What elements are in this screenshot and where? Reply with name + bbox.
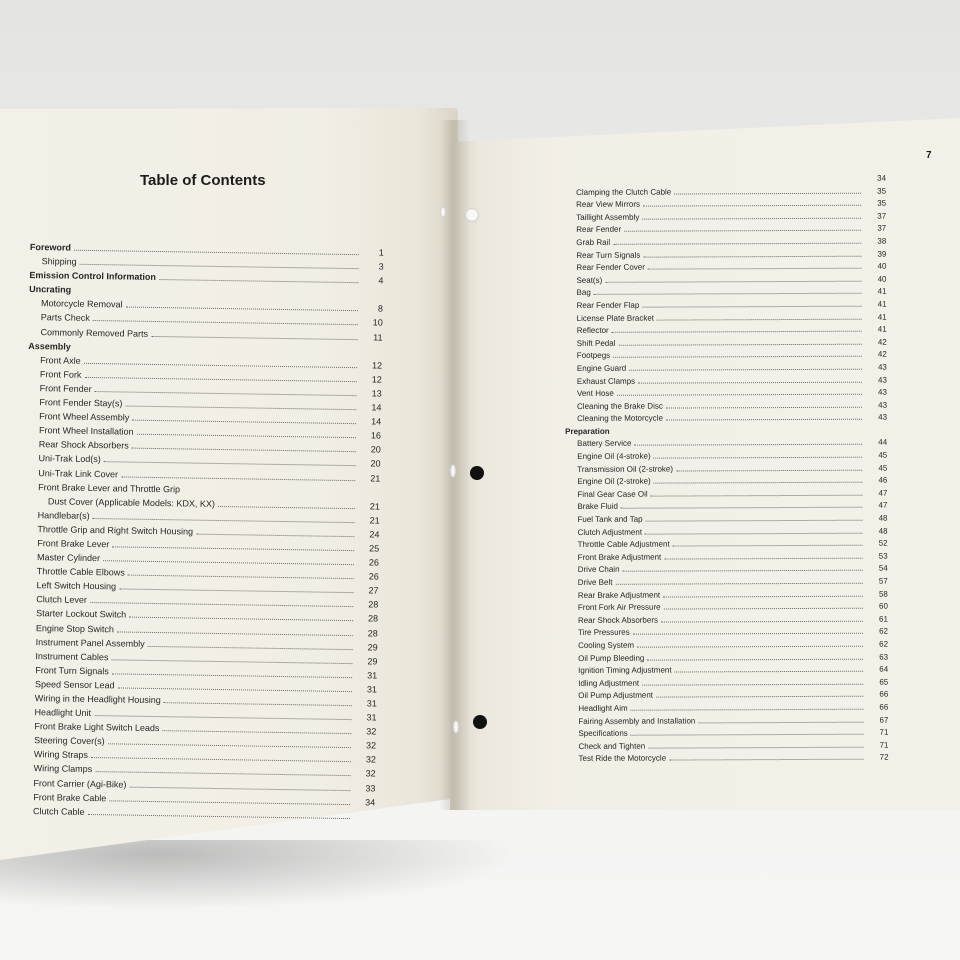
toc-entry-label: Clutch Lever [36, 594, 87, 606]
toc-entry-label: Dust Cover (Applicable Models: KDX, KX) [47, 496, 216, 509]
toc-entry-label: Front Fender [39, 383, 92, 394]
toc-dot-leader [638, 374, 862, 383]
toc-entry-page: 40 [877, 261, 887, 271]
toc-entry-page: 66 [879, 702, 889, 712]
toc-entry-label: Front Fender Stay(s) [39, 397, 123, 409]
toc-dot-leader [196, 527, 355, 537]
toc-entry-label: Exhaust Clamps [576, 376, 636, 386]
toc-entry-label: Rear Brake Adjustment [577, 590, 661, 600]
toc-entry-page: 62 [879, 639, 889, 649]
page-number: 7 [926, 150, 932, 161]
binder-hole-bottom [473, 715, 487, 729]
toc-entry-label: Uni-Trak Link Cover [38, 467, 119, 479]
toc-entry-page: 37 [877, 211, 887, 221]
toc-dot-leader [218, 499, 355, 509]
toc-dot-leader [673, 538, 863, 547]
toc-entry-page: 12 [371, 374, 382, 385]
toc-dot-leader [643, 198, 861, 207]
toc-dot-leader [80, 257, 359, 269]
toc-entry-label: Vent Hose [576, 388, 614, 399]
toc-dot-leader [642, 210, 861, 219]
toc-entry-label: Transmission Oil (2-stroke) [577, 464, 674, 474]
toc-entry-page: 47 [878, 488, 888, 498]
toc-dot-leader [631, 702, 864, 711]
toc-entry-label: Footpegs [576, 351, 611, 361]
toc-entry-page: 34 [877, 173, 887, 183]
toc-entry-page: 21 [369, 515, 380, 526]
toc-dot-leader [93, 511, 355, 523]
toc-dot-leader [148, 639, 353, 650]
toc-entry-page: 43 [877, 375, 887, 385]
toc-entry-label: Tire Pressures [577, 628, 630, 638]
toc-entry-page: 48 [878, 526, 888, 536]
toc-dot-leader [654, 475, 863, 484]
toc-entry-label: Wiring Clamps [33, 763, 93, 775]
toc-entry-page: 13 [371, 388, 382, 399]
toc-entry-label: License Plate Bracket [576, 313, 655, 323]
toc-dot-leader [648, 739, 863, 748]
toc-entry-page: 32 [365, 754, 376, 765]
toc-dot-leader [567, 174, 861, 182]
toc-entry-label: Shipping [41, 256, 77, 267]
toc-entry-page: 41 [877, 299, 887, 309]
toc-entry-page: 25 [369, 543, 380, 554]
toc-dot-leader [95, 384, 357, 396]
toc-entry-label: Assembly [28, 340, 71, 352]
toc-entry-label: Check and Tighten [578, 741, 646, 751]
toc-dot-leader [95, 765, 351, 777]
toc-dot-leader [594, 286, 862, 295]
toc-entry-page: 38 [877, 236, 887, 246]
toc-entry-page: 20 [370, 458, 381, 469]
toc-entry-page: 16 [370, 430, 382, 441]
toc-entry-label: Ignition Timing Adjustment [578, 665, 672, 676]
toc-entry-label: Preparation [565, 426, 610, 436]
toc-dot-leader [132, 441, 356, 453]
toc-entry-label: Front Brake Cable [33, 791, 107, 803]
toc-dot-leader [129, 779, 350, 790]
toc-dot-leader [121, 469, 355, 481]
toc-entry-label: Fairing Assembly and Installation [578, 715, 696, 726]
toc-entry-label: Test Ride the Motorcycle [578, 753, 667, 764]
toc-entry-page: 14 [371, 402, 382, 413]
toc-dot-leader [647, 651, 863, 660]
toc-entry-page: 43 [878, 387, 887, 397]
toc-dot-leader [129, 610, 353, 622]
toc-left-list [21, 240, 384, 823]
toc-entry-label: Throttle Grip and Right Switch Housing [37, 524, 194, 537]
toc-entry-page: 71 [879, 740, 889, 750]
toc-dot-leader [74, 342, 358, 353]
toc-entry-label: Cleaning the Brake Disc [576, 401, 663, 411]
toc-dot-leader [128, 568, 354, 580]
toc-dot-leader [666, 399, 862, 408]
toc-entry-page: 37 [877, 223, 887, 234]
toc-dot-leader [642, 299, 861, 308]
toc-entry-label: Uncrating [29, 284, 72, 295]
toc-entry-page: 64 [879, 664, 889, 674]
toc-dot-leader [654, 450, 863, 459]
toc-entry-page: 20 [370, 444, 381, 455]
toc-entry-label: Rear View Mirrors [576, 199, 641, 210]
toc-dot-leader [676, 462, 862, 471]
toc-entry-page: 66 [879, 689, 889, 699]
toc-entry-label: Steering Cover(s) [34, 735, 105, 747]
toc-entry-page: 29 [367, 641, 378, 653]
toc-entry-page: 29 [367, 656, 378, 667]
toc-dot-leader [664, 551, 862, 560]
toc-entry-label: Commonly Removed Parts [40, 326, 149, 339]
toc-entry-label: Left Switch Housing [36, 580, 117, 592]
toc-entry-label: Front Fork Air Pressure [577, 602, 661, 613]
toc-entry-page: 31 [366, 684, 378, 695]
toc-entry-label: Motorcycle Removal [40, 298, 123, 310]
toc-entry [567, 752, 889, 766]
toc-entry-page: 21 [369, 501, 380, 512]
toc-dot-leader [661, 613, 863, 622]
toc-entry-label: Engine Oil (2-stroke) [577, 476, 651, 487]
toc-dot-leader [103, 553, 354, 565]
toc-entry-label: Front Fork [39, 369, 82, 380]
toc-dot-leader [656, 689, 863, 698]
toc-entry-label: Handlebar(s) [37, 509, 90, 521]
toc-dot-leader [164, 695, 352, 706]
toc-entry-label: Oil Pump Adjustment [578, 690, 653, 701]
toc-entry-page: 45 [878, 463, 888, 473]
toc-dot-leader [624, 223, 861, 232]
toc-dot-leader [125, 399, 356, 411]
toc-entry-label: Rear Fender Cover [576, 262, 645, 273]
toc-entry-page: 63 [879, 652, 889, 662]
toc-entry-label: Parts Check [40, 312, 90, 324]
toc-entry-label: Throttle Cable Elbows [36, 566, 125, 578]
binder-hole-middle [470, 466, 484, 480]
toc-entry-label: Drive Belt [577, 577, 613, 587]
toc-dot-leader [633, 626, 863, 635]
toc-entry-page: 26 [368, 571, 379, 582]
toc-dot-leader [159, 272, 359, 283]
toc-entry-page: 67 [879, 715, 889, 725]
toc-entry-label: Taillight Assembly [576, 212, 640, 222]
toc-dot-leader [84, 356, 358, 368]
toc-dot-leader [666, 412, 862, 421]
toc-entry-label: Brake Fluid [577, 502, 618, 512]
toc-entry-label: Instrument Cables [35, 650, 109, 663]
toc-dot-leader [605, 273, 861, 282]
toc-entry-label: Rear Turn Signals [576, 250, 641, 260]
toc-dot-leader [664, 601, 863, 610]
toc-entry-label: Front Brake Light Switch Leads [34, 721, 160, 734]
toc-dot-leader [162, 723, 351, 734]
toc-entry-page: 28 [368, 599, 379, 610]
toc-entry-page: 65 [879, 677, 889, 687]
toc-entry-page: 1 [378, 247, 384, 258]
toc-dot-leader [84, 370, 357, 382]
toc-entry-label: Rear Shock Absorbers [38, 439, 129, 451]
toc-entry-label: Headlight Aim [578, 703, 628, 713]
toc-dot-leader [634, 437, 862, 446]
toc-entry-label: Rear Fender [576, 225, 622, 235]
toc-dot-leader [646, 513, 863, 522]
toc-entry-label: Front Axle [40, 354, 81, 366]
toc-entry-label: Seat(s) [576, 275, 603, 285]
toc-entry-label: Final Gear Case Oil [577, 489, 648, 499]
toc-dot-leader [617, 387, 862, 396]
toc-entry-label: Rear Fender Flap [576, 300, 640, 310]
toc-dot-leader [112, 666, 353, 678]
toc-entry-label: Oil Pump Bleeding [578, 653, 645, 663]
binder-hole-top [465, 208, 479, 222]
toc-entry-page: 35 [877, 198, 887, 208]
toc-entry-label: Front Brake Adjustment [577, 552, 662, 562]
toc-entry-page: 43 [878, 412, 888, 422]
toc-entry-page: 41 [877, 286, 887, 296]
toc-entry-label: Throttle Cable Adjustment [577, 539, 670, 550]
toc-entry-page: 3 [378, 261, 384, 272]
toc-dot-leader [674, 185, 861, 194]
toc-entry-label: Rear Shock Absorbers [577, 615, 659, 625]
toc-entry-page: 41 [877, 324, 887, 334]
toc-entry-label: Grab Rail [576, 237, 611, 247]
toc-dot-leader [642, 676, 863, 685]
desk-shadow [0, 840, 520, 910]
toc-entry-label: Reflector [576, 325, 609, 336]
toc-dot-leader [136, 427, 356, 438]
toc-entry-label: Cooling System [578, 640, 635, 650]
toc-entry-page: 32 [366, 740, 377, 751]
toc-entry-page: 41 [877, 312, 887, 322]
toc-dot-leader [637, 639, 863, 648]
toc-entry-label: Front Turn Signals [35, 664, 109, 677]
toc-entry-label: Front Brake Lever [37, 538, 110, 550]
toc-dot-leader [651, 488, 863, 497]
toc-dot-leader [613, 426, 863, 434]
toc-entry-page: 44 [878, 438, 888, 448]
toc-dot-leader [183, 485, 355, 495]
toc-entry-label: Instrument Panel Assembly [35, 636, 145, 649]
toc-entry-page: 11 [373, 331, 383, 343]
toc-entry-label: Speed Sensor Lead [34, 679, 115, 691]
toc-entry-label: Master Cylinder [36, 552, 101, 564]
toc-dot-leader [108, 737, 352, 749]
toc-entry-label: Cleaning the Motorcycle [577, 413, 663, 424]
toc-entry-page: 28 [367, 627, 378, 639]
toc-entry-page: 45 [878, 450, 888, 460]
toc-entry-label: Bag [576, 288, 591, 298]
toc-dot-leader [612, 324, 862, 333]
toc-entry-label: Idling Adjustment [578, 678, 640, 688]
toc-entry-label: Clutch Cable [32, 805, 85, 817]
toc-entry-page: 46 [878, 475, 888, 485]
toc-entry-label: Front Brake Lever and Throttle Grip [38, 481, 181, 494]
toc-dot-leader [109, 793, 350, 805]
toc-entry-page: 33 [365, 782, 376, 794]
toc-entry-label: Shift Pedal [576, 338, 616, 348]
left-binder-hole-middle [450, 464, 456, 478]
toc-entry-label: Drive Chain [577, 565, 620, 575]
toc-dot-leader [118, 680, 353, 692]
toc-dot-leader [631, 727, 864, 736]
toc-entry-label: Specifications [578, 728, 628, 739]
toc-entry-label: Front Carrier (Agi-Bike) [33, 777, 127, 790]
toc-dot-leader [117, 624, 353, 636]
toc-entry-page: 21 [370, 472, 381, 484]
toc-entry-page: 35 [877, 186, 887, 196]
toc-dot-leader [125, 300, 358, 312]
toc-dot-leader [663, 588, 863, 597]
toc-entry-page: 62 [879, 626, 889, 637]
toc-entry-page: 53 [878, 551, 888, 561]
toc-entry-label: Front Wheel Assembly [39, 411, 130, 423]
toc-entry-page: 48 [878, 513, 888, 523]
toc-entry-page: 10 [372, 317, 383, 329]
toc-dot-leader [629, 362, 862, 371]
toc-entry-label: Foreword [29, 241, 71, 253]
toc-entry-page: 42 [877, 337, 887, 347]
toc-dot-leader [93, 313, 358, 325]
page-title: Table of Contents [140, 172, 266, 189]
toc-right-list [564, 173, 889, 766]
toc-dot-leader [112, 539, 354, 551]
left-binder-hole-top [440, 206, 446, 218]
toc-dot-leader [94, 708, 352, 720]
toc-entry-label: Uni-Trak Lod(s) [38, 453, 101, 465]
toc-entry-label: Wiring in the Headlight Housing [34, 693, 161, 706]
toc-entry-page: 24 [369, 529, 380, 540]
toc-entry-page: 31 [366, 712, 377, 723]
toc-entry-page: 58 [878, 589, 888, 599]
toc-entry-label: Engine Oil (4-stroke) [577, 451, 651, 462]
toc-entry-page: 26 [368, 557, 380, 568]
toc-dot-leader [621, 500, 863, 509]
toc-entry-page: 40 [877, 274, 887, 284]
toc-entry-page: 39 [877, 249, 887, 259]
toc-entry-page: 4 [378, 275, 384, 286]
toc-dot-leader [74, 286, 358, 297]
toc-entry-label: Headlight Unit [34, 707, 92, 719]
toc-entry-page: 52 [878, 538, 888, 548]
toc-entry-page: 60 [878, 601, 888, 611]
toc-dot-leader [119, 582, 354, 594]
toc-entry-page: 61 [879, 614, 888, 624]
toc-entry-page: 43 [878, 400, 888, 410]
toc-dot-leader [613, 236, 861, 245]
left-binder-hole-bottom [453, 720, 459, 734]
toc-entry-page: 32 [365, 768, 376, 779]
toc-entry-page: 42 [877, 349, 887, 359]
toc-dot-leader [151, 328, 358, 339]
toc-dot-leader [618, 336, 861, 345]
toc-entry-page: 8 [377, 303, 384, 314]
toc-dot-leader [698, 714, 863, 723]
toc-dot-leader [90, 595, 354, 607]
toc-dot-leader [104, 455, 356, 467]
toc-dot-leader [132, 413, 356, 425]
toc-entry-label: Front Wheel Installation [38, 425, 134, 437]
toc-entry-page: 47 [878, 501, 888, 511]
toc-dot-leader [657, 311, 862, 320]
toc-entry-page: 28 [367, 613, 379, 624]
toc-entry-page: 14 [371, 416, 382, 427]
toc-dot-leader [669, 752, 863, 761]
toc-entry-page: 31 [366, 698, 377, 709]
toc-dot-leader [74, 243, 359, 255]
toc-entry-label: Starter Lockout Switch [36, 608, 127, 620]
toc-entry-label: Fuel Tank and Tap [577, 514, 643, 524]
toc-entry-page: 57 [878, 576, 888, 586]
toc-entry-page: 54 [878, 563, 888, 574]
toc-entry-label: Engine Guard [576, 363, 627, 373]
toc-dot-leader [675, 664, 864, 673]
toc-dot-leader [615, 576, 862, 585]
toc-entry-page: 72 [879, 752, 889, 762]
toc-entry-label: Emission Control Information [29, 270, 157, 283]
toc-entry-label: Engine Stop Switch [35, 622, 115, 634]
toc-dot-leader [111, 652, 352, 664]
toc-entry-page: 27 [368, 585, 379, 596]
toc-entry-label: Clutch Adjustment [577, 527, 643, 537]
toc-dot-leader [88, 807, 351, 819]
toc-dot-leader [622, 563, 862, 572]
toc-dot-leader [613, 349, 862, 358]
toc-dot-leader [643, 248, 861, 257]
toc-entry-label: Battery Service [577, 439, 632, 449]
toc-dot-leader [648, 261, 862, 270]
toc-dot-leader [91, 750, 351, 762]
toc-entry-label: Clamping the Clutch Cable [576, 187, 672, 197]
toc-entry-label: Wiring Straps [33, 749, 89, 761]
toc-entry-page: 71 [879, 727, 889, 737]
toc-entry-page: 32 [366, 726, 377, 737]
toc-entry-page: 34 [365, 796, 376, 808]
toc-entry-page: 12 [371, 360, 383, 371]
toc-entry-page: 43 [877, 362, 887, 372]
toc-dot-leader [645, 525, 863, 534]
toc-entry-page: 31 [367, 670, 378, 681]
